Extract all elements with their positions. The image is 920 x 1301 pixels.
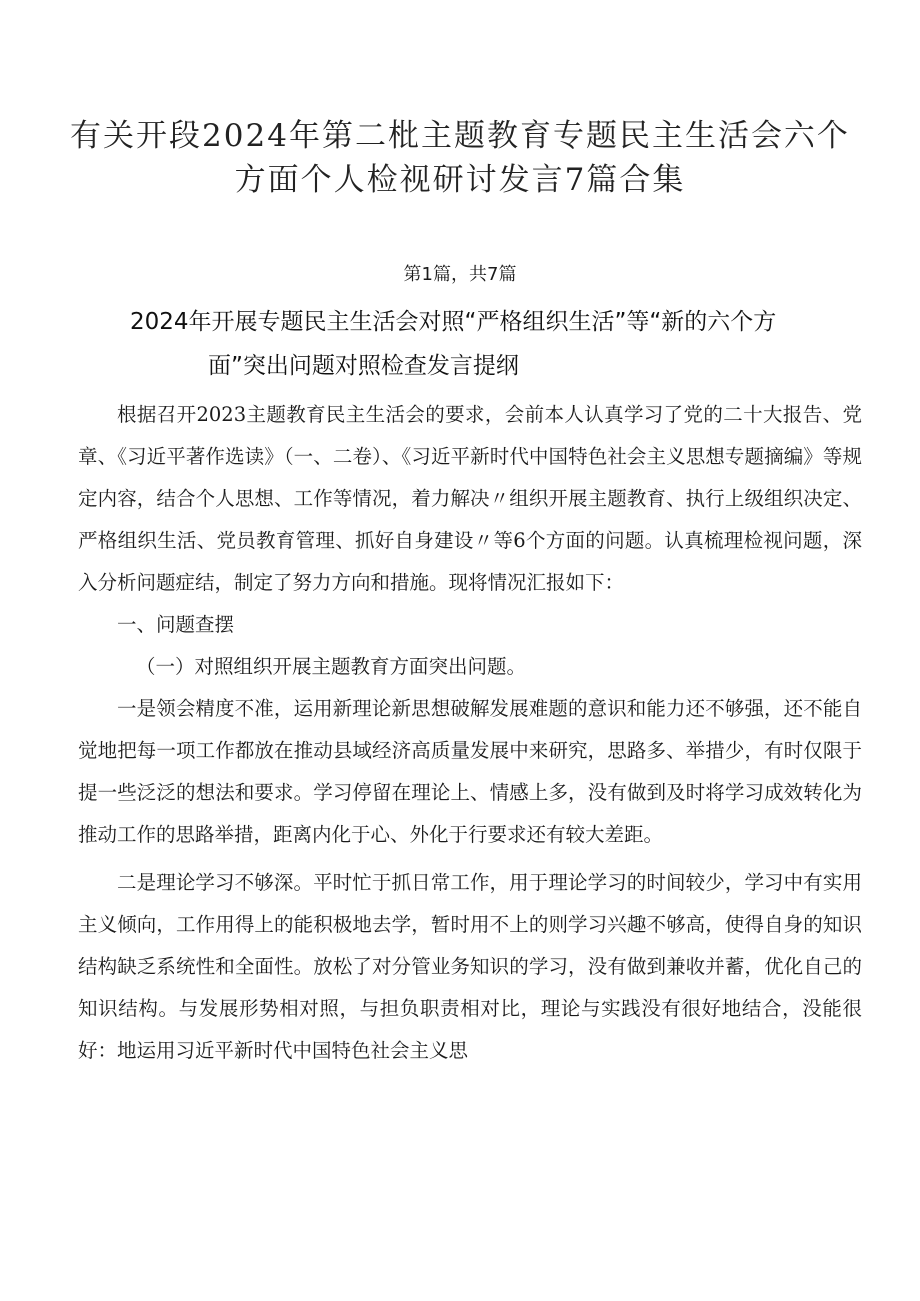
body-text (78, 394, 862, 1072)
subtitle-line-1: 2024年开展专题民主生活会对照“严格组织生活”等“新的六个方 (130, 309, 777, 335)
subsection-heading: （一）对照组织开展主题教育方面突出问题。 (136, 655, 527, 678)
intro-paragraph: 根据召开2023主题教育民主生活会的要求，会前本人认真学习了党的二十大报告、党章、《习近平著作选读》（一、二卷）、《习近平新时代中国特色社会主义思想专题摘编》等规定内容，结合个人思想、工作等情况，着力解决〃组织开展主题教育、执行上级组织决定、严格组织生活、党员教育管理、抓好自身建设〃等6个方面的问题。认真梳理检视问题，深入分析问题症结，制定了努力方向和措施。现将情况汇报如下： (78, 403, 862, 594)
paragraph-1: 一是领会精度不准，运用新理论新思想破解发展难题的意识和能力还不够强，还不能自觉地把每一项工作都放在推动县域经济高质量发展中来研究，思路多、举措少，有时仅限于提一些泛泛的想法和要求。学习停留在理论上、情感上多，没有做到及时将学习成效转化为推动工作的思路举措，距离内化于心、外化于行要求还有较大差距。 (78, 697, 862, 846)
subtitle-line-2: 面”突出问题对照检查发言提纲 (208, 353, 519, 379)
section-heading: 一、问题查摆 (117, 613, 235, 636)
document-title-line-2: 方面个人检视研讨发言7篇合集 (234, 162, 686, 198)
part-label: 第1篇，共7篇 (403, 264, 517, 285)
paragraph-2: 二是理论学习不够深。平时忙于抓日常工作，用于理论学习的时间较少，学习中有实用主义倾向，工作用得上的能积极地去学，暂时用不上的则学习兴趣不够高，使得自身的知识结构缺乏系统性和全面性。放松了对分管业务知识的学习，没有做到兼收并蓄，优化自己的知识结构。与发展形势相对照，与担负职责相对比，理论与实践没有很好地结合，没能很好：地运用习近平新时代中国特色社会主义思 (78, 871, 862, 1062)
document-title-line-1: 有关开段2024年第二枇主题教育专题民主生活会六个 (70, 118, 850, 154)
